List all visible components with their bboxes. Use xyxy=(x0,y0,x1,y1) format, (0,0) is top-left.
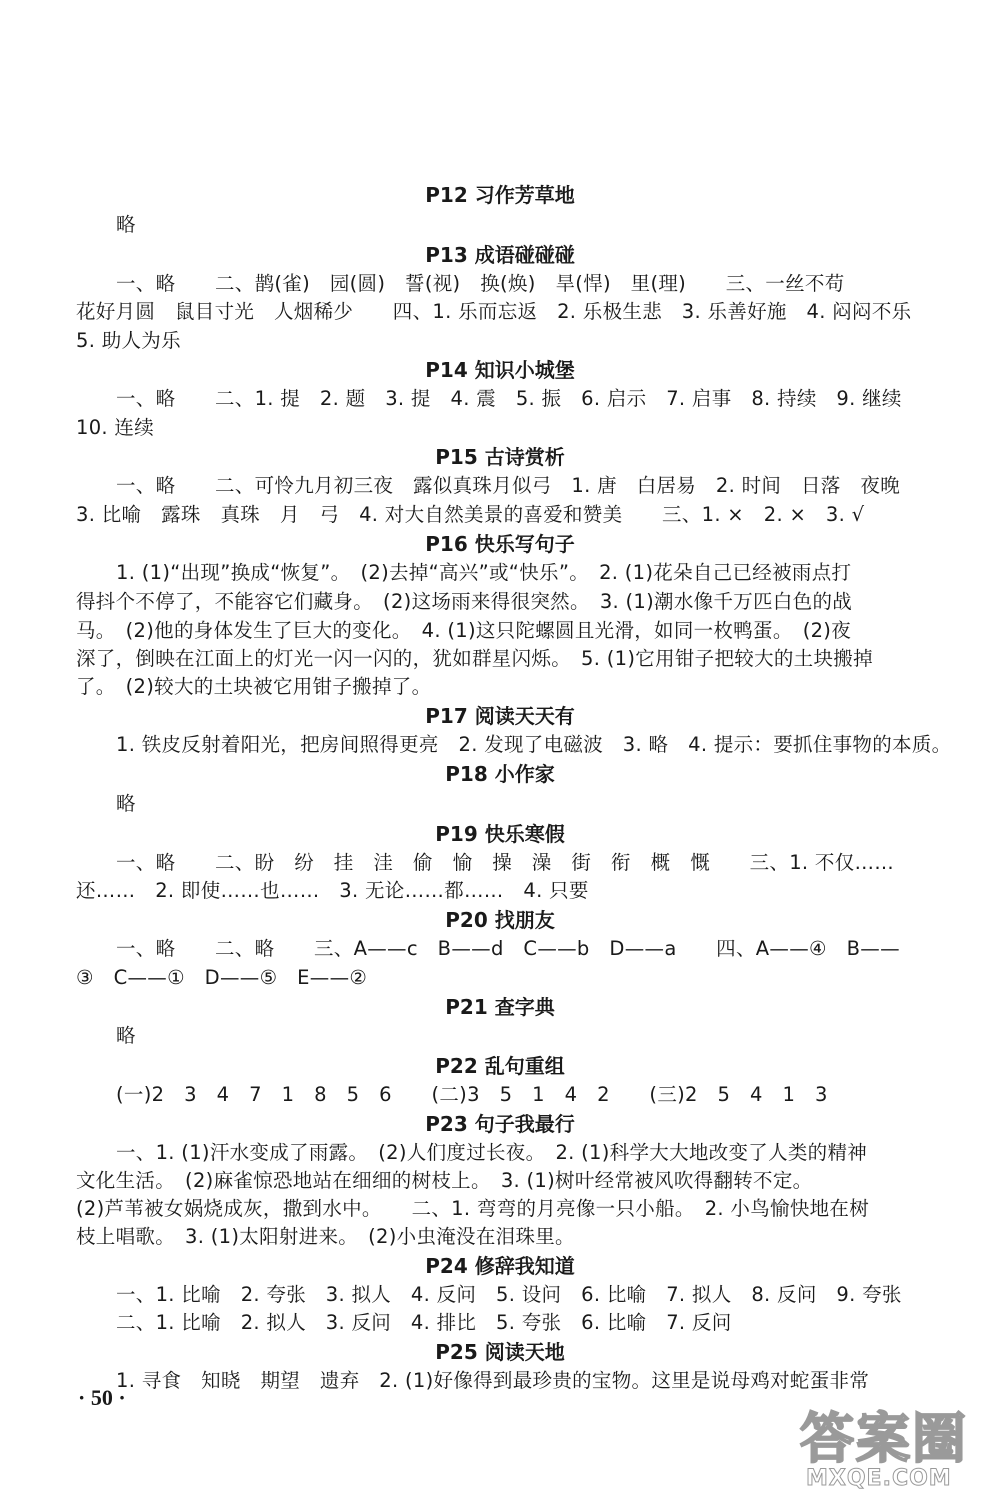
answer-line: 一、略 二、略 三、A——c B——d C——b D——a 四、A——④ B—— xyxy=(116,937,900,960)
answer-line: 马。 (2)他的身体发生了巨大的变化。 4. (1)这只陀螺圆且光滑，如同一枚鸭蛋。 (2)夜 xyxy=(76,619,852,642)
section-title: P22 乱句重组 xyxy=(435,1054,565,1078)
answer-line: 文化生活。 (2)麻雀惊恐地站在细细的树枝上。 3. (1)树叶经常被风吹得翻转不定。 xyxy=(76,1169,813,1192)
answer-line: 一、1. 比喻 2. 夸张 3. 拟人 4. 反问 5. 设问 6. 比喻 7. 拟人 8. 反问 9. 夸张 xyxy=(116,1283,902,1306)
answer-line: 1. (1)“出现”换成“恢复”。 (2)去掉“高兴”或“快乐”。 2. (1)花朵自己已经被雨点打 xyxy=(116,561,852,584)
answer-line: 深了，倒映在江面上的灯光一闪一闪的，犹如群星闪烁。 5. (1)它用钳子把较大的土块搬掉 xyxy=(76,647,873,670)
page-number: · 50 · xyxy=(78,1385,126,1410)
answer-line: 还…… 2. 即使……也…… 3. 无论……都…… 4. 只要 xyxy=(76,879,589,902)
section-title: P25 阅读天地 xyxy=(435,1340,565,1364)
answer-line: 略 xyxy=(116,213,136,236)
section-title: P16 快乐写句子 xyxy=(425,532,575,556)
answer-line: 略 xyxy=(116,1024,136,1047)
answer-line: 1. 寻食 知晓 期望 遗弃 2. (1)好像得到最珍贵的宝物。这里是说母鸡对蛇蛋非常 xyxy=(116,1369,870,1392)
answer-line: 1. 铁皮反射着阳光，把房间照得更亮 2. 发现了电磁波 3. 略 4. 提示：要抓住事物的本质。 xyxy=(116,733,952,756)
answer-line: 二、1. 比喻 2. 拟人 3. 反问 4. 排比 5. 夸张 6. 比喻 7. 反问 xyxy=(116,1311,732,1334)
answer-line: 得抖个不停了，不能容它们藏身。 (2)这场雨来得很突然。 3. (1)潮水像千万匹白色的战 xyxy=(76,590,853,613)
answer-line: (2)芦苇被女娲烧成灰，撒到水中。 二、1. 弯弯的月亮像一只小船。 2. 小鸟愉快地在树 xyxy=(76,1197,870,1220)
answer-line: 一、略 二、1. 提 2. 题 3. 提 4. 震 5. 振 6. 启示 7. 启事 8. 持续 9. 继续 xyxy=(116,387,902,410)
answer-line: 5. 助人为乐 xyxy=(76,329,181,352)
answer-line: 枝上唱歌。 3. (1)太阳射进来。 (2)小虫淹没在泪珠里。 xyxy=(76,1225,575,1248)
section-title: P23 句子我最行 xyxy=(425,1112,575,1136)
answer-line: 一、略 二、可怜九月初三夜 露似真珠月似弓 1. 唐 白居易 2. 时间 日落 夜晚 xyxy=(116,474,901,497)
answer-line: 一、略 二、盼 纷 挂 洼 偷 愉 操 澡 街 衔 概 慨 三、1. 不仅…… xyxy=(116,851,895,874)
section-title: P21 查字典 xyxy=(445,995,555,1019)
answer-line: 略 xyxy=(116,792,136,815)
section-title: P19 快乐寒假 xyxy=(435,822,565,846)
answer-line: (一)2 3 4 7 1 8 5 6 (二)3 5 1 4 2 (三)2 5 4 1 3 xyxy=(116,1083,828,1106)
answer-line: 3. 比喻 露珠 真珠 月 弓 4. 对大自然美景的喜爱和赞美 三、1. × 2. × 3. √ xyxy=(76,503,865,526)
section-title: P15 古诗赏析 xyxy=(435,445,565,469)
answer-line: 一、1. (1)汗水变成了雨露。 (2)人们度过长夜。 2. (1)科学大大地改变了人类的精神 xyxy=(116,1141,868,1164)
section-title: P12 习作芳草地 xyxy=(425,183,575,207)
watermark-text: 答案圈 xyxy=(800,1407,968,1470)
section-title: P17 阅读天天有 xyxy=(425,704,575,728)
watermark-url: MXQE.COM xyxy=(806,1466,952,1491)
answer-line: ③ C——① D——⑤ E——② xyxy=(76,966,368,989)
watermark-logo xyxy=(800,1407,990,1494)
answer-line: 花好月圆 鼠目寸光 人烟稀少 四、1. 乐而忘返 2. 乐极生悲 3. 乐善好施 4. 闷闷不乐 xyxy=(76,300,912,323)
section-title: P13 成语碰碰碰 xyxy=(425,243,575,267)
section-title: P24 修辞我知道 xyxy=(425,1254,575,1278)
answer-line: 了。 (2)较大的土块被它用钳子搬掉了。 xyxy=(76,675,432,698)
section-title: P18 小作家 xyxy=(445,762,555,786)
answer-line: 一、略 二、鹊(雀) 园(圆) 誓(视) 换(焕) 旱(悍) 里(理) 三、一丝不苟 xyxy=(116,272,845,295)
answer-line: 10. 连续 xyxy=(76,416,155,439)
section-title: P14 知识小城堡 xyxy=(425,358,575,382)
section-title: P20 找朋友 xyxy=(445,908,555,932)
